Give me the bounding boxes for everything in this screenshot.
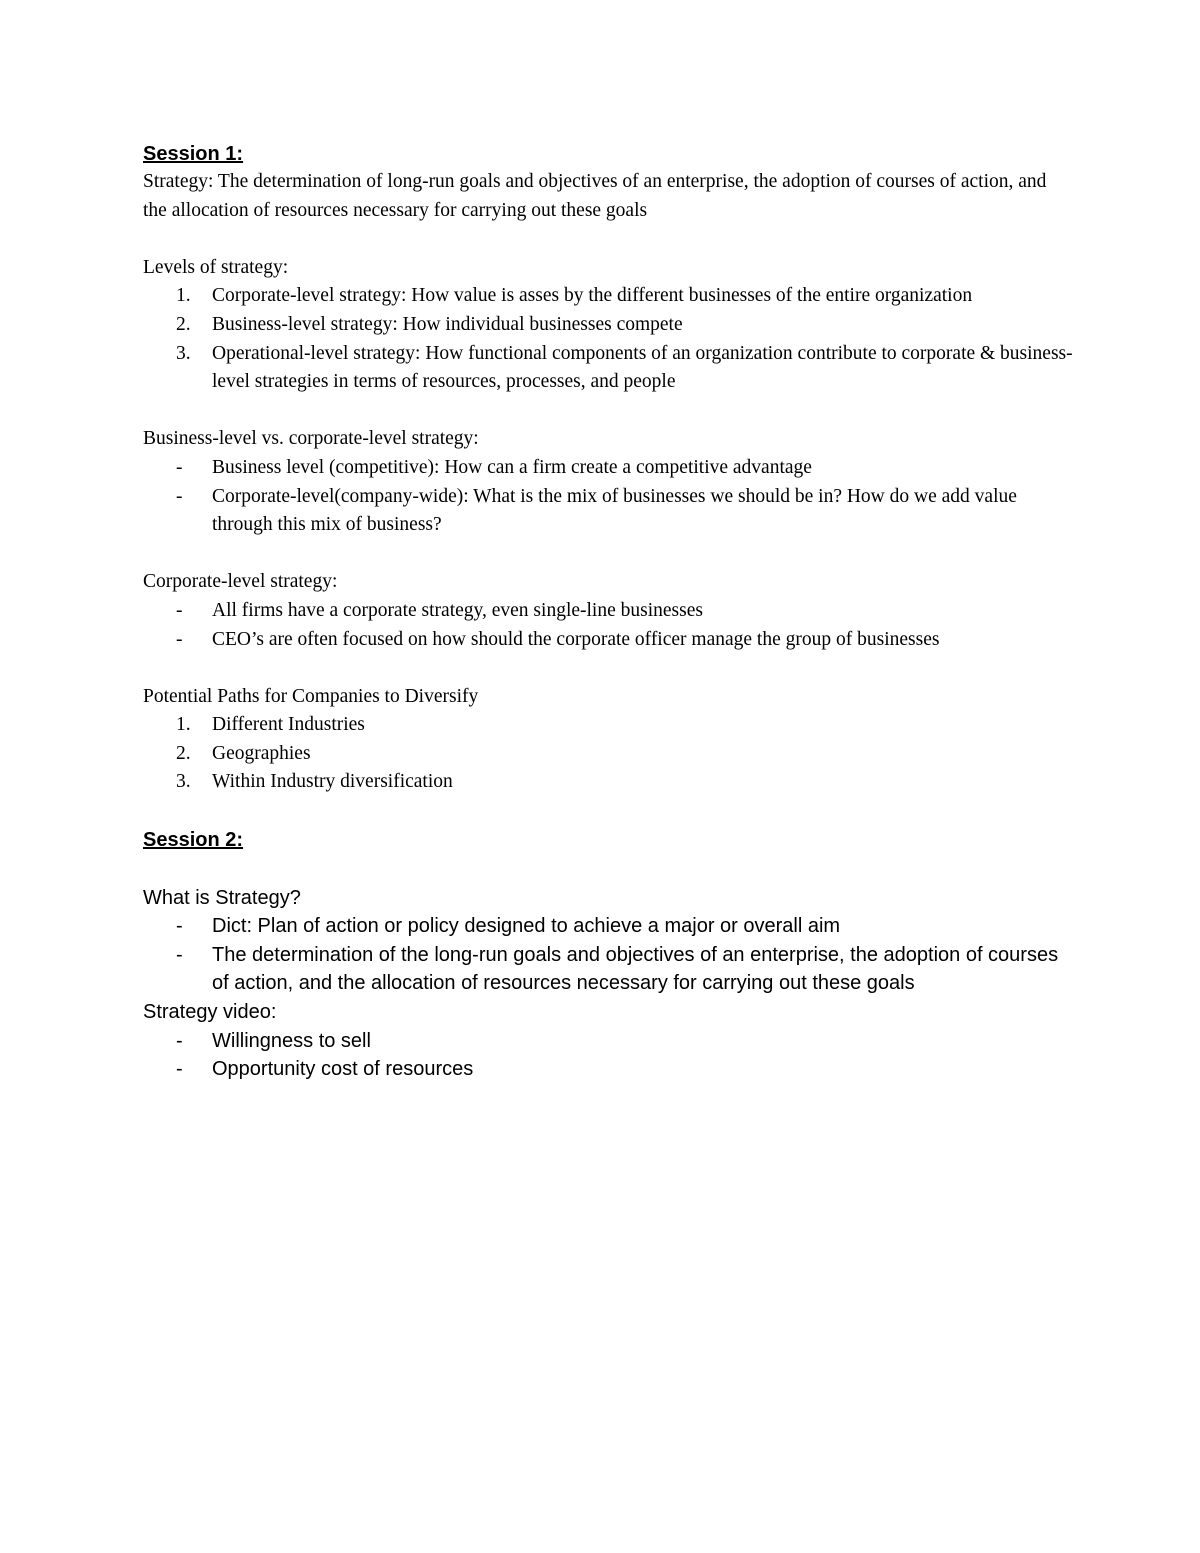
- list-marker: -: [176, 485, 183, 507]
- list-item-text: Geographies: [212, 742, 311, 764]
- list-item: [143, 311, 1073, 340]
- spacer: [143, 225, 1073, 254]
- list-item-text: Different Industries: [212, 714, 365, 736]
- strategy-definition: Strategy: The determination of long-run goals and objectives of an enterprise, the adoption of courses of action, and the allocation of resources necessary for carrying out these goals: [143, 171, 1047, 221]
- list-marker: -: [176, 456, 183, 478]
- list-item-text: Opportunity cost of resources: [212, 1058, 474, 1081]
- corporate-title: Corporate-level strategy:: [143, 571, 338, 593]
- what-is-strategy-list: [143, 912, 1073, 998]
- list-marker: -: [176, 1029, 183, 1052]
- document-page: [143, 140, 1073, 1084]
- list-marker: -: [176, 599, 183, 621]
- strategy-video-title: Strategy video:: [143, 1001, 277, 1024]
- list-item: [143, 912, 1073, 941]
- list-item-text: All firms have a corporate strategy, even single-line businesses: [212, 599, 703, 621]
- spacer: [143, 797, 1073, 826]
- list-item-text: Operational-level strategy: How functional components of an organization contribute to corporate & business-level strategies in terms of resources, processes, and people: [212, 342, 1073, 393]
- list-item-text: Willingness to sell: [212, 1029, 371, 1052]
- list-item: [143, 454, 1073, 483]
- list-marker: 3.: [176, 771, 191, 793]
- list-item: [143, 941, 1073, 998]
- list-item: [143, 483, 1073, 540]
- list-marker: 2.: [176, 313, 191, 335]
- list-item: [143, 626, 1073, 655]
- paths-list: [143, 711, 1073, 797]
- comparison-list: [143, 454, 1073, 540]
- session-1-heading: Session 1:: [143, 143, 244, 165]
- spacer: [143, 540, 1073, 569]
- list-marker: -: [176, 628, 183, 650]
- list-marker: 1.: [176, 714, 191, 736]
- levels-list: [143, 282, 1073, 396]
- list-item: [143, 340, 1073, 397]
- list-item: [143, 597, 1073, 626]
- spacer: [143, 654, 1073, 683]
- what-is-strategy-title: What is Strategy?: [143, 886, 301, 909]
- list-item: [143, 282, 1073, 311]
- list-item-text: Business-level strategy: How individual businesses compete: [212, 313, 683, 335]
- strategy-video-list: [143, 1027, 1073, 1084]
- list-marker: -: [176, 943, 183, 966]
- list-item-text: Business level (competitive): How can a firm create a competitive advantage: [212, 456, 812, 478]
- list-marker: -: [176, 915, 183, 938]
- list-item-text: CEO’s are often focused on how should the corporate officer manage the group of businesses: [212, 628, 940, 650]
- spacer: [143, 397, 1073, 426]
- list-item: [143, 711, 1073, 740]
- list-item: [143, 1055, 1073, 1084]
- paths-title: Potential Paths for Companies to Diversify: [143, 685, 479, 707]
- session-2-heading: Session 2:: [143, 828, 244, 851]
- corporate-list: [143, 597, 1073, 654]
- list-marker: 3.: [176, 342, 191, 364]
- list-item: [143, 768, 1073, 797]
- levels-title: Levels of strategy:: [143, 256, 289, 278]
- list-item: [143, 740, 1073, 769]
- list-item-text: Corporate-level(company-wide): What is the mix of businesses we should be in? How do we add value through this mix of business?: [212, 485, 1017, 536]
- list-item: [143, 1027, 1073, 1056]
- list-item-text: Dict: Plan of action or policy designed to achieve a major or overall aim: [212, 915, 841, 938]
- spacer: [143, 854, 1073, 884]
- comparison-title: Business-level vs. corporate-level strategy:: [143, 428, 479, 450]
- list-item-text: Corporate-level strategy: How value is asses by the different businesses of the entire organization: [212, 285, 973, 307]
- list-item-text: The determination of the long-run goals and objectives of an enterprise, the adoption of courses of action, and the allocation of resources necessary for carrying out these goals: [212, 943, 1059, 995]
- list-item-text: Within Industry diversification: [212, 771, 453, 793]
- list-marker: 1.: [176, 285, 191, 307]
- list-marker: -: [176, 1058, 183, 1081]
- list-marker: 2.: [176, 742, 191, 764]
